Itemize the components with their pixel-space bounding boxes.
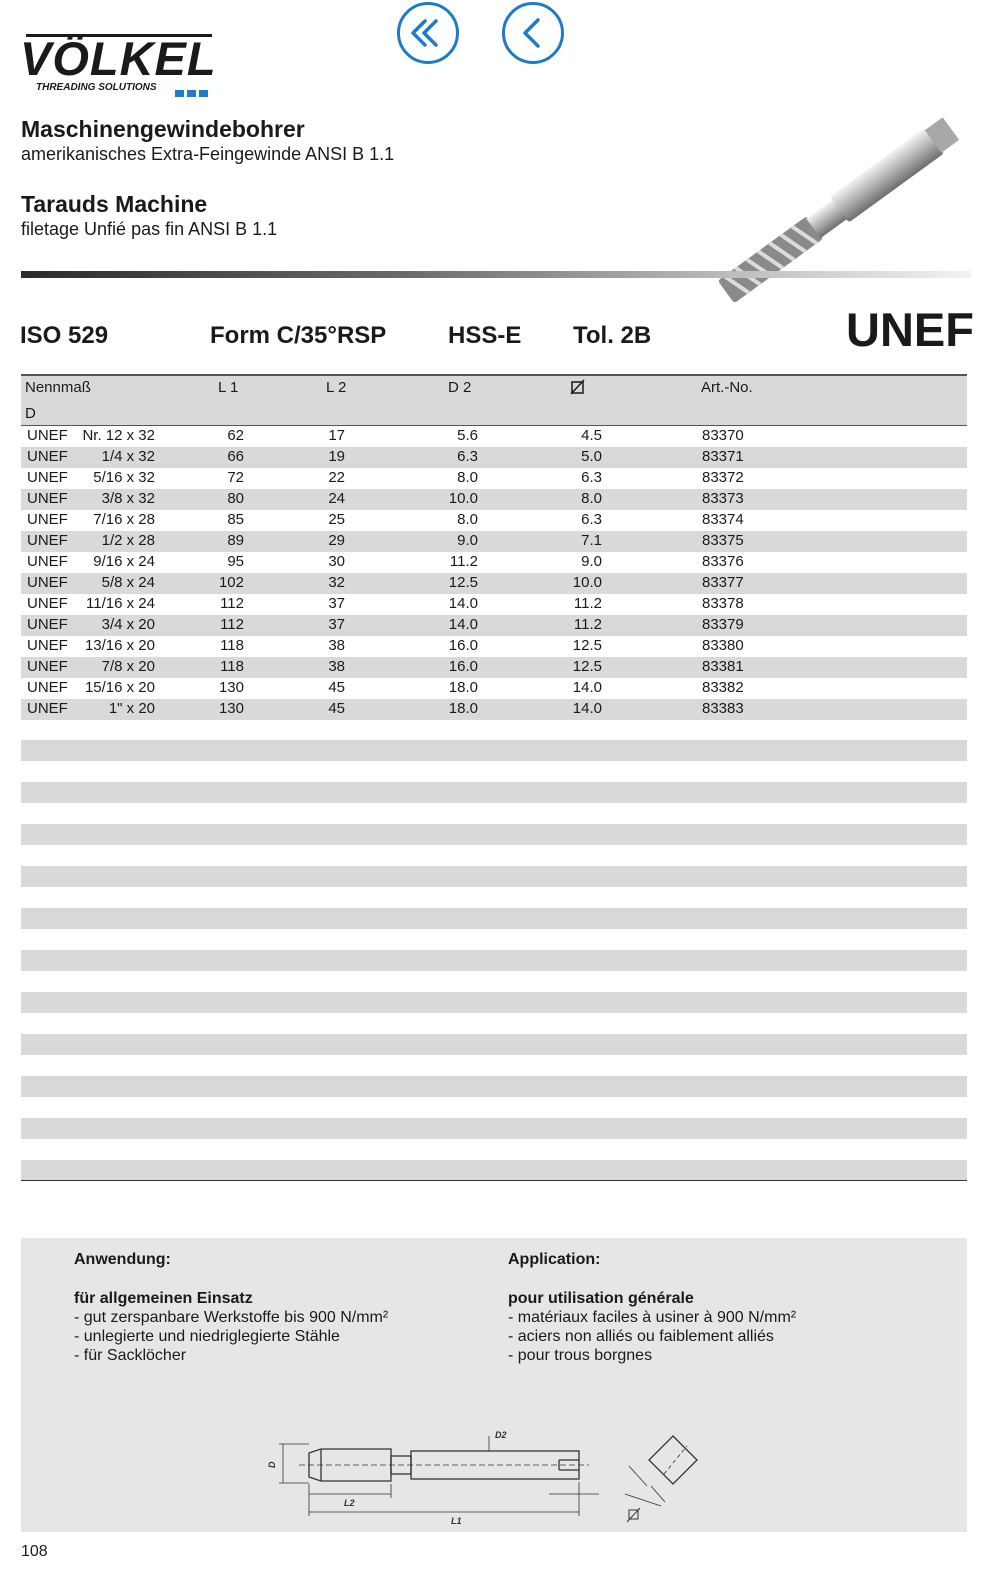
cell-art: 83375 [702, 532, 744, 549]
cell-art: 83373 [702, 490, 744, 507]
cell-l2: 25 [328, 511, 345, 528]
cell-art: 83370 [702, 427, 744, 444]
empty-row-stripe [21, 782, 967, 803]
table-row [21, 678, 967, 699]
cell-type: UNEF [27, 679, 68, 696]
table-row [21, 510, 967, 531]
spec-form: Form C/35°RSP [210, 322, 387, 349]
cell-size: 1/2 x 28 [101, 532, 155, 549]
cell-type: UNEF [27, 511, 68, 528]
header-d2: D 2 [448, 379, 472, 396]
application-heading-de: Anwendung: [74, 1251, 171, 1268]
empty-row-stripe [21, 908, 967, 929]
cell-l2: 45 [328, 679, 345, 696]
cell-l2: 37 [328, 616, 345, 633]
cell-type: UNEF [27, 469, 68, 486]
table-row [21, 531, 967, 552]
cell-art: 83377 [702, 574, 744, 591]
brand-tagline: THREADING SOLUTIONS [36, 82, 157, 93]
cell-size: 5/8 x 24 [101, 574, 155, 591]
drawing-label-l1: L1 [451, 1516, 462, 1526]
page-number: 108 [21, 1543, 48, 1560]
drawing-label-d: D [267, 1461, 277, 1468]
subtitle-german: amerikanisches Extra-Feingewinde ANSI B 1.1 [21, 144, 395, 164]
cell-sq: 9.0 [581, 553, 602, 570]
application-heading-fr: Application: [508, 1251, 601, 1268]
cell-l1: 130 [218, 700, 244, 717]
cell-size: 7/16 x 28 [93, 511, 155, 528]
table-row [21, 615, 967, 636]
empty-row-stripe [21, 950, 967, 971]
cell-l1: 112 [220, 595, 244, 612]
cell-size: 1" x 20 [108, 700, 155, 717]
cell-d2: 10.0 [448, 490, 478, 507]
cell-art: 83380 [702, 637, 744, 654]
header-art-no: Art.-No. [701, 379, 753, 396]
cell-l2: 17 [328, 427, 345, 444]
cell-type: UNEF [27, 574, 68, 591]
application-line-fr: - aciers non alliés ou faiblement alliés [508, 1328, 774, 1345]
cell-sq: 5.0 [581, 448, 602, 465]
drawing-label-d2: D2 [495, 1430, 507, 1440]
first-page-button[interactable] [397, 2, 459, 64]
thread-type-label: UNEF [846, 303, 974, 356]
cell-art: 83381 [702, 658, 744, 675]
cell-type: UNEF [27, 553, 68, 570]
empty-row-stripe [21, 1160, 967, 1181]
cell-l2: 38 [328, 658, 345, 675]
cell-type: UNEF [27, 448, 68, 465]
cell-l2: 22 [328, 469, 345, 486]
table-bottom-rule [21, 1180, 967, 1181]
table-row [21, 552, 967, 573]
cell-sq: 14.0 [572, 700, 602, 717]
cell-d2: 12.5 [448, 574, 478, 591]
table-row [21, 657, 967, 678]
cell-art: 83382 [702, 679, 744, 696]
spec-tolerance: Tol. 2B [573, 322, 652, 349]
application-bold-de: für allgemeinen Einsatz [74, 1290, 253, 1307]
application-line-de: - für Sacklöcher [74, 1347, 187, 1364]
cell-l1: 130 [218, 679, 244, 696]
cell-sq: 11.2 [573, 616, 602, 633]
cell-size: 1/4 x 32 [101, 448, 155, 465]
empty-row-stripe [21, 992, 967, 1013]
cell-sq: 6.3 [581, 511, 602, 528]
cell-size: 9/16 x 24 [93, 553, 155, 570]
empty-row-stripe [21, 1076, 967, 1097]
empty-row-stripe [21, 866, 967, 887]
chevron-left-icon [505, 5, 561, 61]
cell-size: Nr. 12 x 32 [82, 427, 155, 444]
cell-d2: 18.0 [448, 679, 478, 696]
header-l2: L 2 [326, 379, 347, 396]
empty-row-stripe [21, 824, 967, 845]
cell-l1: 80 [227, 490, 244, 507]
previous-page-button[interactable] [502, 2, 564, 64]
title-divider [21, 271, 971, 278]
cell-type: UNEF [27, 616, 68, 633]
cell-l1: 85 [227, 511, 244, 528]
cell-art: 83372 [702, 469, 744, 486]
table-row [21, 573, 967, 594]
cell-l2: 38 [328, 637, 345, 654]
cell-l1: 72 [227, 469, 244, 486]
application-line-de: - unlegierte und niedriglegierte Stähle [74, 1328, 340, 1345]
cell-l2: 29 [328, 532, 345, 549]
table-row [21, 426, 967, 447]
title-french: Tarauds Machine [21, 191, 208, 217]
cell-sq: 6.3 [581, 469, 602, 486]
cell-sq: 12.5 [572, 658, 602, 675]
tap-technical-drawing [269, 1426, 739, 1530]
application-line-de: - gut zerspanbare Werkstoffe bis 900 N/mm² [74, 1309, 389, 1326]
title-german: Maschinengewindebohrer [21, 116, 305, 142]
header-l1: L 1 [218, 379, 239, 396]
cell-type: UNEF [27, 700, 68, 717]
cell-sq: 10.0 [572, 574, 602, 591]
subtitle-french: filetage Unfié pas fin ANSI B 1.1 [21, 219, 278, 239]
cell-d2: 14.0 [448, 616, 478, 633]
cell-l1: 95 [227, 553, 244, 570]
header-square-icon [570, 379, 586, 399]
cell-size: 3/8 x 32 [101, 490, 155, 507]
cell-l1: 118 [220, 637, 244, 654]
application-panel [21, 1238, 967, 1532]
cell-type: UNEF [27, 532, 68, 549]
logo-bars-icon [175, 84, 211, 102]
cell-l2: 19 [328, 448, 345, 465]
cell-d2: 11.2 [449, 553, 478, 570]
cell-size: 7/8 x 20 [101, 658, 155, 675]
cell-l1: 66 [227, 448, 244, 465]
cell-d2: 16.0 [448, 658, 478, 675]
drawing-square-icon [627, 1508, 640, 1522]
cell-d2: 16.0 [448, 637, 478, 654]
cell-l1: 62 [227, 427, 244, 444]
cell-sq: 4.5 [581, 427, 602, 444]
cell-d2: 8.0 [457, 511, 478, 528]
cell-type: UNEF [27, 427, 68, 444]
cell-d2: 6.3 [457, 448, 478, 465]
cell-d2: 9.0 [457, 532, 478, 549]
cell-l1: 112 [220, 616, 244, 633]
cell-l1: 118 [220, 658, 244, 675]
cell-art: 83378 [702, 595, 744, 612]
cell-d2: 14.0 [448, 595, 478, 612]
brand-logo: VÖLKEL [20, 32, 217, 85]
cell-art: 83374 [702, 511, 744, 528]
cell-d2: 8.0 [457, 469, 478, 486]
cell-sq: 12.5 [572, 637, 602, 654]
table-row [21, 489, 967, 510]
double-chevron-left-icon [400, 5, 456, 61]
application-line-fr: - pour trous borgnes [508, 1347, 653, 1364]
table-row [21, 699, 967, 720]
cell-l2: 32 [328, 574, 345, 591]
header-d: D [25, 405, 36, 422]
cell-sq: 11.2 [573, 595, 602, 612]
table-header [21, 374, 967, 426]
cell-l2: 30 [328, 553, 345, 570]
application-bold-fr: pour utilisation générale [508, 1290, 694, 1307]
cell-l2: 24 [328, 490, 345, 507]
cell-size: 3/4 x 20 [101, 616, 155, 633]
cell-art: 83379 [702, 616, 744, 633]
cell-d2: 18.0 [448, 700, 478, 717]
cell-art: 83383 [702, 700, 744, 717]
cell-l1: 102 [218, 574, 244, 591]
cell-size: 13/16 x 20 [84, 637, 155, 654]
cell-size: 11/16 x 24 [86, 595, 155, 612]
cell-sq: 7.1 [581, 532, 602, 549]
cell-d2: 5.6 [457, 427, 478, 444]
spec-iso: ISO 529 [20, 322, 109, 349]
header-nennmass: Nennmaß [25, 379, 91, 396]
table-row [21, 447, 967, 468]
empty-row-stripe [21, 1118, 967, 1139]
table-row [21, 594, 967, 615]
application-line-fr: - matériaux faciles à usiner à 900 N/mm² [508, 1309, 797, 1326]
cell-type: UNEF [27, 658, 68, 675]
cell-size: 15/16 x 20 [84, 679, 155, 696]
cell-sq: 8.0 [581, 490, 602, 507]
drawing-label-l2: L2 [344, 1498, 355, 1508]
cell-l2: 37 [328, 595, 345, 612]
table-row [21, 636, 967, 657]
cell-sq: 14.0 [572, 679, 602, 696]
table-row [21, 468, 967, 489]
cell-art: 83376 [702, 553, 744, 570]
cell-art: 83371 [702, 448, 744, 465]
empty-row-stripe [21, 1034, 967, 1055]
cell-l2: 45 [328, 700, 345, 717]
cell-type: UNEF [27, 595, 68, 612]
spec-material: HSS-E [448, 322, 522, 349]
cell-l1: 89 [227, 532, 244, 549]
cell-type: UNEF [27, 637, 68, 654]
empty-row-stripe [21, 740, 967, 761]
cell-type: UNEF [27, 490, 68, 507]
cell-size: 5/16 x 32 [93, 469, 155, 486]
